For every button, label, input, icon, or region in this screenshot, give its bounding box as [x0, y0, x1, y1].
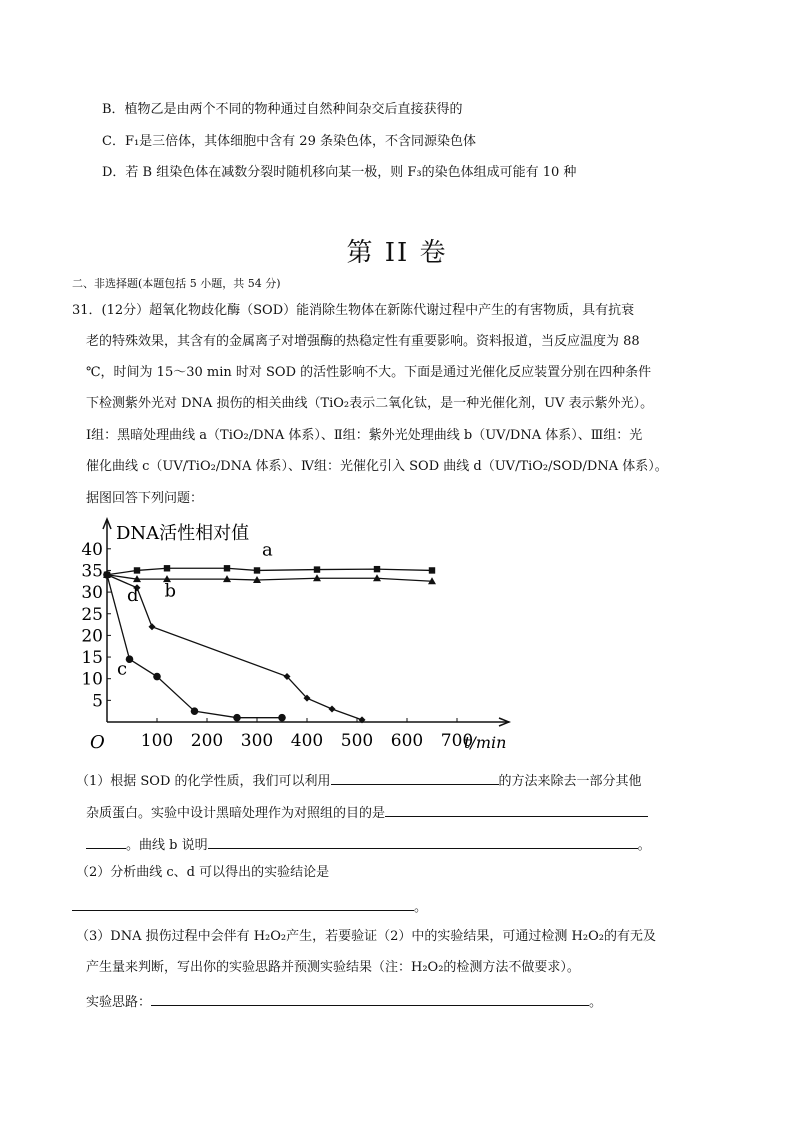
y-tick-label-35: 35 [81, 561, 103, 582]
q3-line3 [86, 991, 602, 1012]
q31-line7: 据图回答下列问题： [86, 491, 204, 506]
x-axis-label: t/min [464, 733, 507, 752]
answer-blank-1[interactable] [331, 770, 499, 785]
series-label-b: b [164, 580, 177, 602]
point-c-4 [233, 714, 241, 722]
y-tick-label-15: 15 [81, 648, 103, 669]
q2-end: 。 [414, 900, 428, 915]
q3-line3-text: 实验思路： [86, 995, 152, 1010]
series-line-d [107, 575, 362, 720]
q31-line6: 催化曲线 c（UV/TiO₂/DNA 体系）、Ⅳ组：光催化引入 SOD 曲线 d（UV/TiO₂/SOD/DNA 体系）。 [86, 459, 668, 474]
x-tick-label-100: 100 [140, 731, 174, 751]
series-label-c: c [117, 658, 128, 680]
y-tick-label-20: 20 [81, 626, 103, 647]
q1-line2-text: 杂质蛋白。实验中设计黑暗处理作为对照组的目的是 [86, 806, 386, 821]
series-label-a: a [262, 539, 273, 561]
point-a-4 [254, 567, 260, 573]
section-title: 第 II 卷 [346, 238, 448, 268]
q1-line3 [86, 834, 651, 855]
point-a-1 [134, 567, 140, 573]
q31-line1: 31．(12分）超氧化物歧化酶（SOD）能消除生物体在新陈代谢过程中产生的有害物质，具有抗衰 [72, 303, 635, 318]
x-tick-label-500: 500 [340, 731, 374, 751]
option-b: B．植物乙是由两个不同的物种通过自然种间杂交后直接获得的 [102, 102, 463, 117]
series-line-a [107, 568, 432, 574]
dna-activity-chart [80, 515, 540, 760]
point-a-5 [314, 566, 320, 572]
x-tick-label-200: 200 [190, 731, 224, 751]
y-tick-label-10: 10 [81, 669, 103, 690]
chart-series [103, 539, 436, 723]
point-a-2 [164, 565, 170, 571]
answer-blank-2[interactable] [385, 802, 648, 817]
q1-end: 。 [637, 838, 651, 853]
point-a-6 [374, 566, 380, 572]
section-header: 二、非选择题(本题包括 5 小题，共 54 分) [72, 277, 281, 290]
point-a-7 [429, 567, 435, 573]
q3-line1: （3）DNA 损伤过程中会伴有 H₂O₂产生，若要验证（2）中的实验结果，可通过检测 H₂O₂的有无及 [76, 929, 656, 944]
series-line-b [107, 575, 432, 581]
x-tick-label-700: 700 [440, 731, 474, 751]
answer-blank-5[interactable] [151, 991, 589, 1006]
q31-line4: 下检测紫外光对 DNA 损伤的相关曲线（TiO₂表示二氧化钛，是一种光催化剂，UV 表示紫外光）。 [86, 396, 654, 411]
q31-line3: ℃，时间为 15～30 min 时对 SOD 的活性影响不大。下面是通过光催化反应装置分别在四种条件 [86, 365, 652, 380]
q31-line2: 老的特殊效果，其含有的金属离子对增强酶的热稳定性有重要影响。资料报道，当反应温度为 88 [86, 334, 640, 349]
answer-blank-3[interactable] [208, 834, 638, 849]
series-label-d: d [127, 584, 139, 606]
answer-blank-2-cont[interactable] [86, 834, 126, 849]
y-tick-label-25: 25 [81, 604, 103, 625]
x-tick-label-600: 600 [390, 731, 424, 751]
option-c: C．F₁是三倍体，其体细胞中含有 29 条染色体，不含同源染色体 [102, 134, 476, 149]
q3-line2: 产生量来判断，写出你的实验思路并预测实验结果（注：H₂O₂的检测方法不做要求）。 [86, 960, 580, 975]
q1-part1: （1）根据 SOD 的化学性质，我们可以利用 [76, 774, 331, 789]
q1-line3-text: 。曲线 b 说明 [126, 838, 208, 853]
y-tick-label-40: 40 [81, 539, 103, 560]
q1-line2 [86, 802, 648, 823]
chart-axes [103, 519, 509, 726]
q3-end: 。 [589, 995, 603, 1010]
y-axis-label: DNA活性相对值 [116, 523, 250, 544]
point-c-0 [103, 571, 111, 579]
x-tick-label-400: 400 [290, 731, 324, 751]
y-tick-label-5: 5 [92, 691, 103, 712]
point-a-3 [224, 565, 230, 571]
q2-line: （2）分析曲线 c、d 可以得出的实验结论是 [76, 865, 330, 880]
q1-line1 [76, 770, 642, 791]
point-d-5 [329, 706, 336, 713]
q1-part2: 的方法来除去一部分其他 [498, 774, 642, 789]
point-c-5 [278, 714, 286, 722]
point-c-2 [153, 673, 161, 681]
q31-line5: Ⅰ组：黑暗处理曲线 a（TiO₂/DNA 体系）、Ⅱ组：紫外光处理曲线 b（UV/DNA 体系）、Ⅲ组：光 [86, 428, 643, 443]
option-d: D．若 B 组染色体在减数分裂时随机移向某一极，则 F₃的染色体组成可能有 10 种 [102, 165, 577, 180]
x-tick-label-300: 300 [240, 731, 274, 751]
q2-answer-line [72, 896, 427, 917]
point-d-2 [149, 623, 156, 630]
origin-label: O [90, 732, 105, 753]
point-c-3 [191, 707, 199, 715]
answer-blank-4[interactable] [72, 896, 414, 911]
y-tick-label-30: 30 [81, 583, 103, 604]
